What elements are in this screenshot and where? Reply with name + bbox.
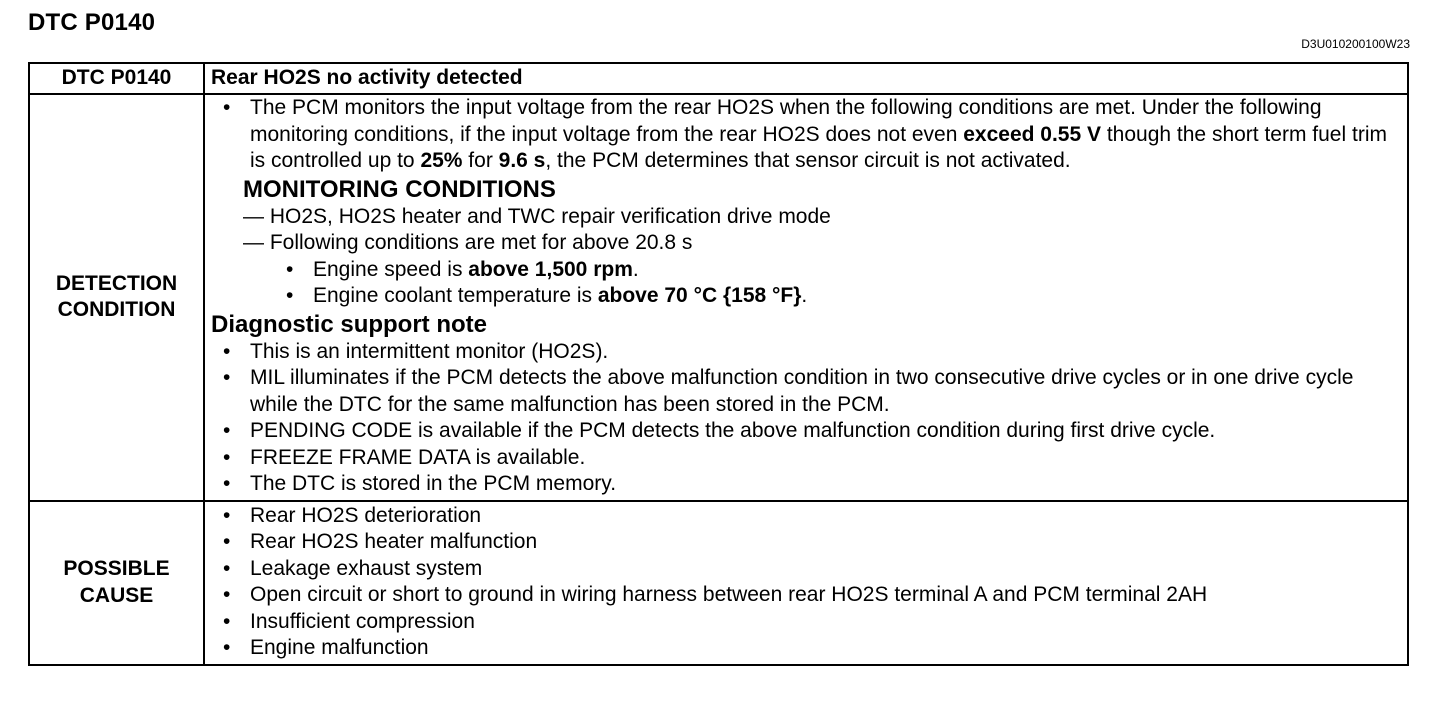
sub-condition-text: Engine coolant temperature is — [313, 284, 598, 307]
intro-paragraph — [211, 95, 1399, 175]
possible-cause-list — [211, 503, 1399, 662]
cause-label-line1: POSSIBLE — [63, 557, 170, 580]
dtc-code-cell: DTC P0140 — [29, 63, 204, 94]
intro-text-4: , the PCM determines that sensor circuit is not activated. — [545, 149, 1071, 172]
monitoring-condition-1: — HO2S, HO2S heater and TWC repair verification drive mode — [243, 204, 831, 228]
detection-condition-row — [29, 94, 1408, 501]
sub-condition-text: Engine speed is — [313, 257, 469, 281]
intro-bold-time: 9.6 s — [498, 149, 546, 172]
table-header-row — [29, 63, 1408, 94]
intro-bold-trim: 25% — [420, 149, 463, 172]
cause-item: • Insufficient compression — [211, 609, 1399, 636]
page-title: DTC P0140 — [28, 9, 156, 36]
diagnostic-note: • This is an intermittent monitor (HO2S). — [211, 339, 1399, 366]
cause-item: • Rear HO2S deterioration — [211, 503, 1399, 530]
cause-label-line2: CAUSE — [79, 583, 154, 607]
cause-item: • Open circuit or short to ground in wiring harness between rear HO2S terminal A and PCM terminal 2AH — [211, 582, 1399, 609]
detection-condition-content — [204, 94, 1408, 501]
monitoring-conditions-heading: MONITORING CONDITIONS — [243, 175, 556, 203]
possible-cause-row — [29, 501, 1408, 665]
sub-condition-tail: . — [801, 284, 808, 307]
diagnostic-note: • The DTC is stored in the PCM memory. — [211, 471, 1399, 498]
intro-bold-voltage: exceed 0.55 V — [963, 122, 1102, 146]
diagnostic-note: • FREEZE FRAME DATA is available. — [211, 445, 1399, 472]
diagnostic-note: • MIL illuminates if the PCM detects the above malfunction condition in two consecutive drive cycles or in one drive cycle while the DTC for the same malfunction has been stored in the PCM. — [211, 365, 1399, 418]
detection-label-line2: CONDITION — [57, 298, 176, 322]
cause-item: • Rear HO2S heater malfunction — [211, 529, 1399, 556]
sub-condition-bold: above 1,500 rpm — [468, 257, 633, 281]
intro-list — [211, 95, 1399, 175]
intro-text-1: The PCM monitors the input voltage from the rear HO2S when the following conditions are met. Under the following monitoring conditions, if the input voltage from the rear HO2S does not even — [250, 96, 1322, 146]
possible-cause-label — [29, 501, 204, 665]
diagnostic-support-heading: Diagnostic support note — [211, 310, 487, 338]
sub-condition-engine-speed — [211, 257, 1399, 284]
cause-item: • Leakage exhaust system — [211, 556, 1399, 583]
dtc-description-cell: Rear HO2S no activity detected — [204, 63, 1408, 94]
monitoring-condition-2: — Following conditions are met for above 20.8 s — [243, 231, 693, 254]
sub-condition-bold: above 70 °C {158 °F} — [597, 284, 802, 307]
cause-item: • Engine malfunction — [211, 635, 1399, 662]
possible-cause-content — [204, 501, 1408, 665]
sub-condition-list — [211, 257, 1399, 310]
document-id: D3U010200100W23 — [1301, 37, 1410, 51]
intro-text-2: though the short term fuel trim is controlled up to — [250, 122, 1387, 172]
diagnostic-notes-list — [211, 339, 1399, 498]
sub-condition-coolant-temp — [211, 283, 1399, 310]
detection-condition-label — [29, 94, 204, 501]
diagnostic-note: • PENDING CODE is available if the PCM detects the above malfunction condition during first drive cycle. — [211, 418, 1399, 445]
dtc-table — [28, 62, 1409, 666]
intro-text-3: for — [462, 149, 499, 172]
detection-label-line1: DETECTION — [55, 271, 178, 295]
sub-condition-tail: . — [632, 257, 639, 281]
